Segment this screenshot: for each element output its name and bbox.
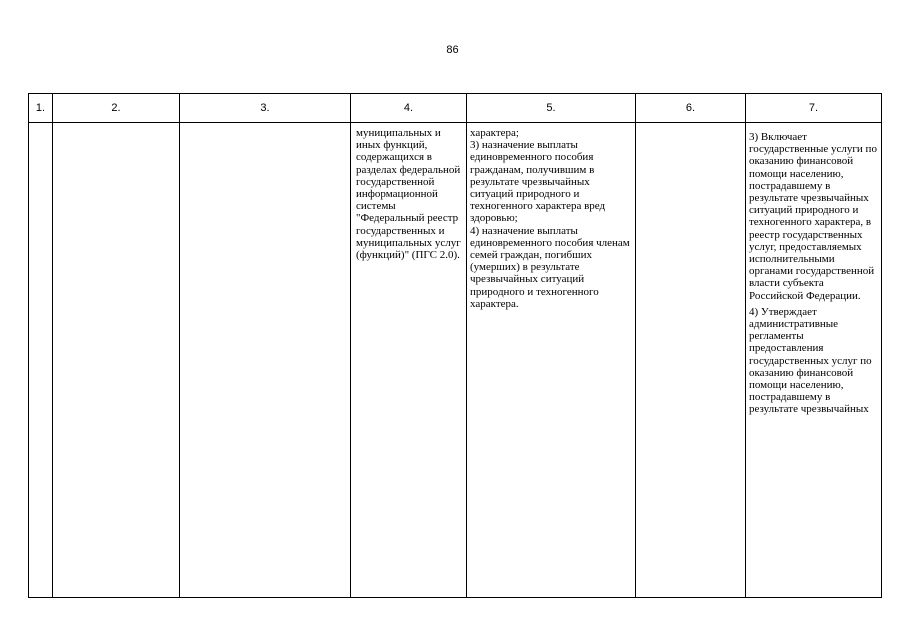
header-col-7: 7. [746,94,882,123]
cell-col-4 [351,123,467,598]
cell-col-2 [53,123,180,598]
header-col-4: 4. [351,94,467,123]
col4-text: муниципальных и иных функций, содержащихся в разделах федеральной государственной информационной системы "Федеральный реестр государственных и муниципальных услуг (функций)" (ПГС 2.0). [356,127,461,262]
cell-col-7 [746,123,882,598]
col5-paragraph: 4) назначение выплаты единовременного пособия членам семей граждан, погибших (умерших) в результате чрезвычайных ситуаций природного и техногенного характера. [470,224,630,310]
col7-paragraph: 4) Утверждает административные регламенты предоставления государственных услуг по оказанию финансовой помощи населению, пострадавшему в результате чрезвычайных [749,305,872,416]
page-number: 86 [446,44,459,56]
col5-paragraph: характера; [470,127,519,139]
header-col-3: 3. [180,94,351,123]
col5-text [467,123,635,310]
table-header-row [29,94,882,123]
table-row [29,123,882,598]
header-col-1: 1. [29,94,53,123]
col7-paragraph: 3) Включает государственные услуги по оказанию финансовой помощи населению, пострадавшему в результате чрезвычайных ситуаций природного и техногенного характера, в реестр государственных услуг, предоставляемых исполнительными органами государственной власти субъекта Российской Федерации. [749,131,877,302]
cell-col-6 [636,123,746,598]
header-col-6: 6. [636,94,746,123]
cell-col-1 [29,123,53,598]
cell-col-5 [467,123,636,598]
header-col-5: 5. [467,94,636,123]
col5-paragraph: 3) назначение выплаты единовременного пособия гражданам, получившим в результате чрезвычайных ситуаций природного и техногенного характера вред здоровью; [470,139,606,225]
header-col-2: 2. [53,94,180,123]
cell-col-3 [180,123,351,598]
document-table [28,93,882,598]
col7-text [746,123,881,416]
